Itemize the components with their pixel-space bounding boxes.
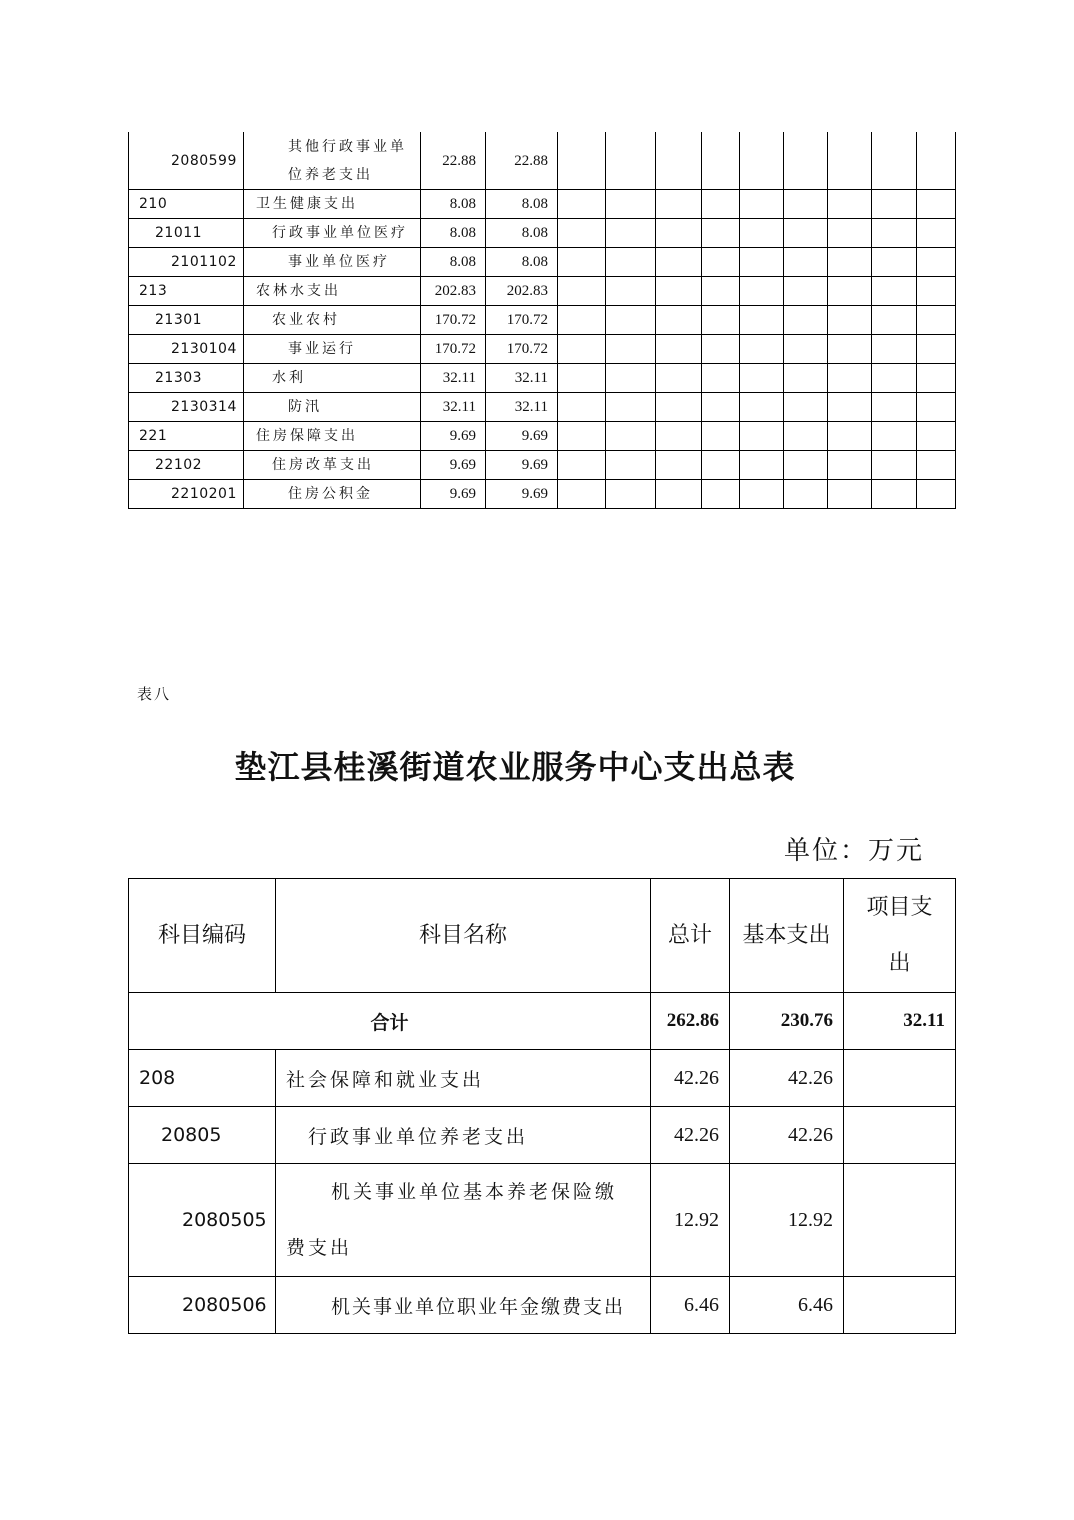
empty-cell — [784, 335, 828, 364]
empty-cell — [740, 190, 784, 219]
row-total: 9.69 — [421, 422, 486, 451]
empty-cell — [702, 132, 740, 190]
empty-cell — [656, 190, 702, 219]
row-code: 210 — [129, 190, 244, 219]
row-name: 社会保障和就业支出 — [276, 1050, 651, 1107]
empty-cell — [784, 277, 828, 306]
row-total: 9.69 — [421, 480, 486, 509]
table-row — [129, 480, 956, 509]
empty-cell — [828, 422, 872, 451]
row-project — [844, 1164, 956, 1277]
empty-cell — [558, 422, 606, 451]
empty-cell — [702, 393, 740, 422]
table-row — [129, 219, 956, 248]
empty-cell — [828, 132, 872, 190]
empty-cell — [656, 335, 702, 364]
row-code: 21303 — [129, 364, 244, 393]
empty-cell — [740, 422, 784, 451]
empty-cell — [558, 335, 606, 364]
empty-cell — [740, 132, 784, 190]
table-row — [129, 1164, 956, 1277]
empty-cell — [872, 190, 917, 219]
empty-cell — [606, 422, 656, 451]
empty-cell — [784, 190, 828, 219]
empty-cell — [784, 422, 828, 451]
empty-cell — [917, 422, 956, 451]
row-basic: 170.72 — [486, 306, 558, 335]
row-code: 2080599 — [129, 132, 244, 190]
empty-cell — [656, 451, 702, 480]
empty-cell — [828, 277, 872, 306]
empty-cell — [740, 306, 784, 335]
row-project — [844, 1050, 956, 1107]
row-name: 事业运行 — [244, 335, 421, 364]
row-name: 其他行政事业单位养老支出 — [244, 132, 421, 190]
row-basic: 9.69 — [486, 480, 558, 509]
empty-cell — [558, 364, 606, 393]
empty-cell — [784, 219, 828, 248]
row-basic: 42.26 — [730, 1050, 844, 1107]
empty-cell — [784, 451, 828, 480]
empty-cell — [872, 132, 917, 190]
empty-cell — [558, 219, 606, 248]
empty-cell — [740, 364, 784, 393]
row-code: 2080505 — [129, 1164, 276, 1277]
row-name: 水利 — [244, 364, 421, 393]
empty-cell — [702, 190, 740, 219]
table-header-row — [129, 879, 956, 993]
empty-cell — [606, 364, 656, 393]
row-code: 2101102 — [129, 248, 244, 277]
table-row — [129, 393, 956, 422]
row-name: 行政事业单位医疗 — [244, 219, 421, 248]
empty-cell — [702, 219, 740, 248]
header-basic: 基本支出 — [730, 879, 844, 993]
empty-cell — [872, 248, 917, 277]
row-code: 21301 — [129, 306, 244, 335]
row-total: 6.46 — [651, 1277, 730, 1334]
expense-summary-table — [128, 878, 956, 1334]
row-basic: 8.08 — [486, 248, 558, 277]
empty-cell — [656, 306, 702, 335]
table-row — [129, 1107, 956, 1164]
total-row — [129, 993, 956, 1050]
row-code: 21011 — [129, 219, 244, 248]
empty-cell — [558, 480, 606, 509]
empty-cell — [656, 364, 702, 393]
row-basic: 8.08 — [486, 190, 558, 219]
header-project: 项目支出 — [844, 879, 956, 993]
empty-cell — [828, 364, 872, 393]
row-basic: 9.69 — [486, 422, 558, 451]
empty-cell — [606, 219, 656, 248]
empty-cell — [656, 422, 702, 451]
empty-cell — [702, 422, 740, 451]
row-name: 住房公积金 — [244, 480, 421, 509]
row-total: 22.88 — [421, 132, 486, 190]
table-row — [129, 132, 956, 190]
empty-cell — [872, 393, 917, 422]
empty-cell — [784, 132, 828, 190]
row-basic: 32.11 — [486, 364, 558, 393]
empty-cell — [656, 219, 702, 248]
empty-cell — [702, 306, 740, 335]
empty-cell — [784, 364, 828, 393]
row-code: 221 — [129, 422, 244, 451]
row-basic: 170.72 — [486, 335, 558, 364]
row-total: 12.92 — [651, 1164, 730, 1277]
empty-cell — [828, 248, 872, 277]
empty-cell — [702, 451, 740, 480]
empty-cell — [702, 277, 740, 306]
empty-cell — [558, 248, 606, 277]
empty-cell — [872, 422, 917, 451]
table-row — [129, 248, 956, 277]
empty-cell — [558, 306, 606, 335]
row-code: 2130104 — [129, 335, 244, 364]
empty-cell — [872, 480, 917, 509]
table-row — [129, 335, 956, 364]
row-project — [844, 1277, 956, 1334]
row-basic: 6.46 — [730, 1277, 844, 1334]
table-row — [129, 1050, 956, 1107]
empty-cell — [828, 480, 872, 509]
row-total: 170.72 — [421, 335, 486, 364]
empty-cell — [606, 190, 656, 219]
empty-cell — [784, 480, 828, 509]
empty-cell — [917, 248, 956, 277]
empty-cell — [740, 335, 784, 364]
table-row — [129, 422, 956, 451]
empty-cell — [702, 335, 740, 364]
table-row — [129, 451, 956, 480]
row-name: 住房改革支出 — [244, 451, 421, 480]
row-basic: 32.11 — [486, 393, 558, 422]
row-basic: 12.92 — [730, 1164, 844, 1277]
row-total: 202.83 — [421, 277, 486, 306]
row-total: 9.69 — [421, 451, 486, 480]
empty-cell — [872, 335, 917, 364]
row-total: 8.08 — [421, 219, 486, 248]
empty-cell — [828, 393, 872, 422]
empty-cell — [828, 190, 872, 219]
empty-cell — [656, 132, 702, 190]
total-amount: 262.86 — [651, 993, 730, 1050]
row-code: 2080506 — [129, 1277, 276, 1334]
empty-cell — [558, 277, 606, 306]
empty-cell — [917, 132, 956, 190]
row-total: 42.26 — [651, 1107, 730, 1164]
row-name: 事业单位医疗 — [244, 248, 421, 277]
empty-cell — [872, 364, 917, 393]
row-total: 170.72 — [421, 306, 486, 335]
empty-cell — [872, 219, 917, 248]
table-row — [129, 306, 956, 335]
empty-cell — [702, 364, 740, 393]
row-basic: 42.26 — [730, 1107, 844, 1164]
row-code: 2130314 — [129, 393, 244, 422]
empty-cell — [872, 306, 917, 335]
table-row — [129, 190, 956, 219]
row-code: 208 — [129, 1050, 276, 1107]
unit-label: 单位：万元 — [783, 836, 924, 866]
empty-cell — [917, 451, 956, 480]
empty-cell — [606, 248, 656, 277]
row-total: 8.08 — [421, 190, 486, 219]
header-name: 科目名称 — [276, 879, 651, 993]
empty-cell — [606, 306, 656, 335]
row-project — [844, 1107, 956, 1164]
table-row — [129, 277, 956, 306]
empty-cell — [606, 335, 656, 364]
empty-cell — [740, 248, 784, 277]
empty-cell — [606, 480, 656, 509]
empty-cell — [606, 451, 656, 480]
row-total: 32.11 — [421, 364, 486, 393]
empty-cell — [917, 306, 956, 335]
row-total: 42.26 — [651, 1050, 730, 1107]
empty-cell — [656, 277, 702, 306]
empty-cell — [828, 219, 872, 248]
row-name: 行政事业单位养老支出 — [276, 1107, 651, 1164]
empty-cell — [606, 132, 656, 190]
empty-cell — [784, 393, 828, 422]
row-basic: 9.69 — [486, 451, 558, 480]
empty-cell — [740, 277, 784, 306]
empty-cell — [606, 393, 656, 422]
empty-cell — [917, 480, 956, 509]
empty-cell — [656, 480, 702, 509]
empty-cell — [872, 277, 917, 306]
total-basic: 230.76 — [730, 993, 844, 1050]
table-row — [129, 1277, 956, 1334]
empty-cell — [828, 451, 872, 480]
row-name: 住房保障支出 — [244, 422, 421, 451]
empty-cell — [917, 277, 956, 306]
empty-cell — [917, 219, 956, 248]
row-name: 机关事业单位基本养老保险缴费支出 — [276, 1164, 651, 1277]
total-project: 32.11 — [844, 993, 956, 1050]
empty-cell — [784, 306, 828, 335]
empty-cell — [606, 277, 656, 306]
empty-cell — [828, 306, 872, 335]
empty-cell — [558, 190, 606, 219]
row-code: 22102 — [129, 451, 244, 480]
empty-cell — [917, 393, 956, 422]
row-name: 卫生健康支出 — [244, 190, 421, 219]
empty-cell — [702, 480, 740, 509]
table-row — [129, 364, 956, 393]
table-label: 表八 — [137, 685, 172, 703]
empty-cell — [656, 393, 702, 422]
row-code: 213 — [129, 277, 244, 306]
row-name: 防汛 — [244, 393, 421, 422]
empty-cell — [740, 393, 784, 422]
empty-cell — [740, 480, 784, 509]
empty-cell — [558, 132, 606, 190]
empty-cell — [656, 248, 702, 277]
continued-expense-table — [128, 132, 956, 509]
row-name: 农林水支出 — [244, 277, 421, 306]
empty-cell — [917, 335, 956, 364]
row-basic: 8.08 — [486, 219, 558, 248]
empty-cell — [784, 248, 828, 277]
empty-cell — [917, 364, 956, 393]
row-total: 8.08 — [421, 248, 486, 277]
empty-cell — [740, 451, 784, 480]
row-name: 机关事业单位职业年金缴费支出 — [276, 1277, 651, 1334]
row-code: 2210201 — [129, 480, 244, 509]
empty-cell — [558, 393, 606, 422]
header-total: 总计 — [651, 879, 730, 993]
empty-cell — [917, 190, 956, 219]
empty-cell — [828, 335, 872, 364]
empty-cell — [702, 248, 740, 277]
row-name: 农业农村 — [244, 306, 421, 335]
row-code: 20805 — [129, 1107, 276, 1164]
page-title: 垫江县桂溪街道农业服务中心支出总表 — [234, 748, 796, 786]
empty-cell — [740, 219, 784, 248]
row-basic: 22.88 — [486, 132, 558, 190]
header-code: 科目编码 — [129, 879, 276, 993]
row-total: 32.11 — [421, 393, 486, 422]
empty-cell — [872, 451, 917, 480]
total-label: 合计 — [129, 993, 651, 1050]
empty-cell — [558, 451, 606, 480]
row-basic: 202.83 — [486, 277, 558, 306]
